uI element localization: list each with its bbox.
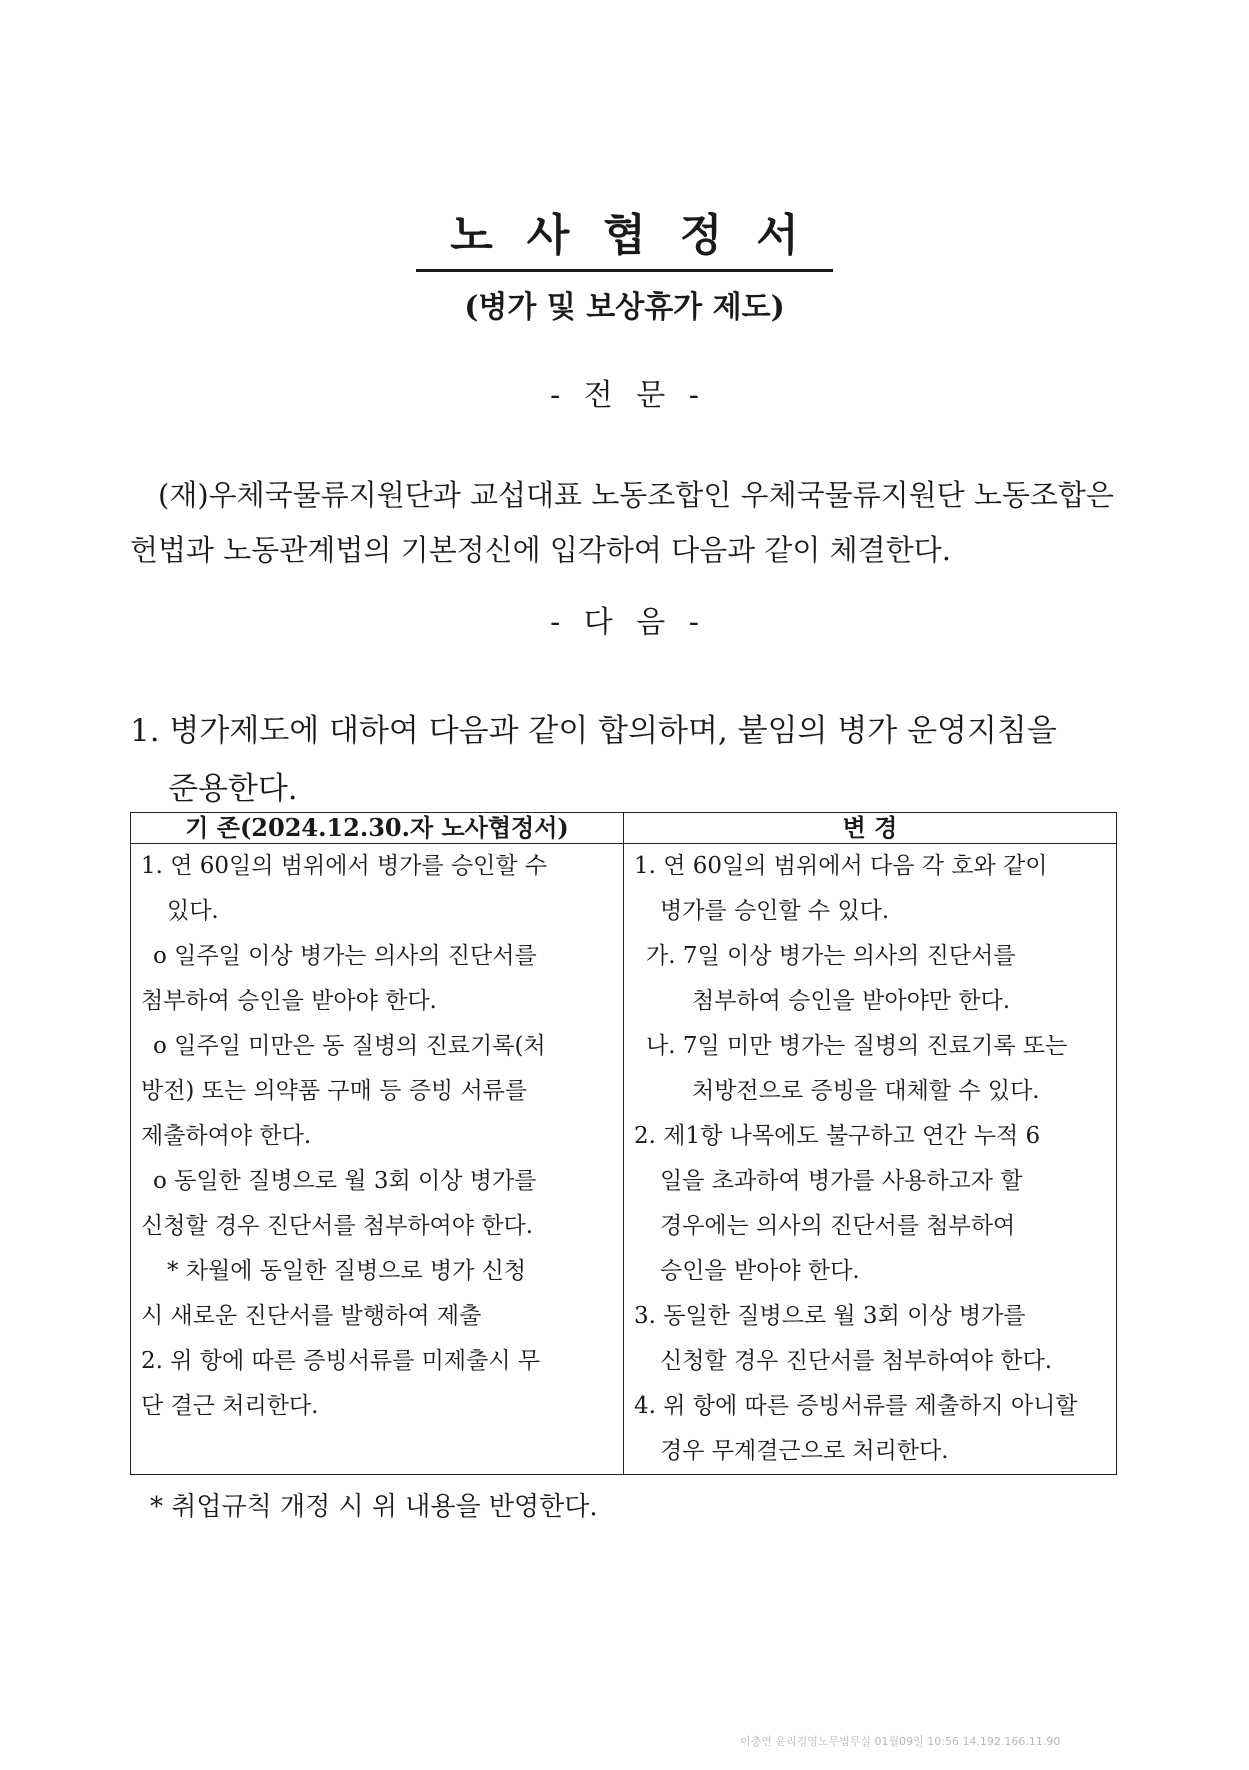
existing-line: 1. 연 60일의 범위에서 병가를 승인할 수 <box>141 853 548 879</box>
preamble-line: 헌법과 노동관계법의 기본정신에 입각하여 다음과 같이 체결한다. <box>130 533 951 567</box>
changed-line: 첨부하여 승인을 받아야만 한다. <box>692 988 1011 1014</box>
changed-line: 2. 제1항 나목에도 불구하고 연간 누적 6 <box>634 1123 1041 1149</box>
footnote: * 취업규칙 개정 시 위 내용을 반영한다. <box>150 1492 598 1522</box>
comparison-table <box>130 812 1117 1475</box>
print-stamp: 이충연 윤리경영노무법무실 01월09일 10:56 14.192.166.11.90 <box>740 1735 1061 1748</box>
existing-line: 제출하여야 한다. <box>141 1123 312 1149</box>
existing-line: 단 결근 처리한다. <box>141 1393 319 1419</box>
existing-line: 신청할 경우 진단서를 첨부하여야 한다. <box>141 1213 534 1239</box>
existing-line: o 일주일 이상 병가는 의사의 진단서를 <box>153 943 537 969</box>
changed-line: 신청할 경우 진단서를 첨부하여야 한다. <box>660 1348 1053 1374</box>
document-title: 노사협정서 <box>416 210 833 272</box>
item-1-line: 준용한다. <box>168 771 298 807</box>
existing-line: o 일주일 미만은 동 질병의 진료기록(처 <box>153 1033 546 1059</box>
preamble-line: (재)우체국물류지원단과 교섭대표 노동조합인 우체국물류지원단 노동조합은 <box>158 478 1114 512</box>
changed-line: 3. 동일한 질병으로 월 3회 이상 병가를 <box>634 1303 1026 1329</box>
item-1-paragraph <box>130 702 1120 818</box>
existing-line: 방전) 또는 의약품 구매 등 증빙 서류를 <box>141 1078 528 1104</box>
existing-line: 첨부하여 승인을 받아야 한다. <box>141 988 437 1014</box>
preamble-heading: - 전 문 - <box>550 378 699 413</box>
document-title-wrap <box>0 210 1249 272</box>
existing-line: 2. 위 항에 따른 증빙서류를 미제출시 무 <box>141 1348 541 1374</box>
changed-line: 가. 7일 이상 병가는 의사의 진단서를 <box>646 943 1016 969</box>
changed-cell <box>624 844 1117 1475</box>
existing-cell <box>131 844 624 1475</box>
preamble-paragraph <box>130 468 1120 578</box>
existing-line: * 차월에 동일한 질병으로 병가 신청 <box>167 1258 527 1284</box>
existing-line: 시 새로운 진단서를 발행하여 제출 <box>141 1303 482 1329</box>
changed-line: 1. 연 60일의 범위에서 다음 각 호와 같이 <box>634 853 1048 879</box>
changed-line: 나. 7일 미만 병가는 질병의 진료기록 또는 <box>646 1033 1068 1059</box>
changed-line: 처방전으로 증빙을 대체할 수 있다. <box>692 1078 1040 1104</box>
changed-line: 일을 초과하여 병가를 사용하고자 할 <box>660 1168 1023 1194</box>
table-header-row <box>131 813 1117 844</box>
changed-line: 경우에는 의사의 진단서를 첨부하여 <box>660 1213 1016 1239</box>
changed-line: 병가를 승인할 수 있다. <box>660 898 890 924</box>
changed-line: 경우 무계결근으로 처리한다. <box>660 1438 949 1464</box>
existing-line: 있다. <box>167 898 219 924</box>
changed-line: 승인을 받아야 한다. <box>660 1258 860 1284</box>
body-heading: - 다 음 - <box>550 605 699 640</box>
table-body-row <box>131 844 1117 1475</box>
changed-line: 4. 위 항에 따른 증빙서류를 제출하지 아니할 <box>634 1393 1078 1419</box>
header-changed: 변 경 <box>624 813 1117 844</box>
existing-line: o 동일한 질병으로 월 3회 이상 병가를 <box>153 1168 537 1194</box>
document-subtitle: (병가 및 보상휴가 제도) <box>464 290 785 325</box>
header-existing: 기 존(2024.12.30.자 노사협정서) <box>131 813 624 844</box>
item-1-line: 1. 병가제도에 대하여 다음과 같이 합의하며, 붙임의 병가 운영지침을 <box>130 713 1057 749</box>
